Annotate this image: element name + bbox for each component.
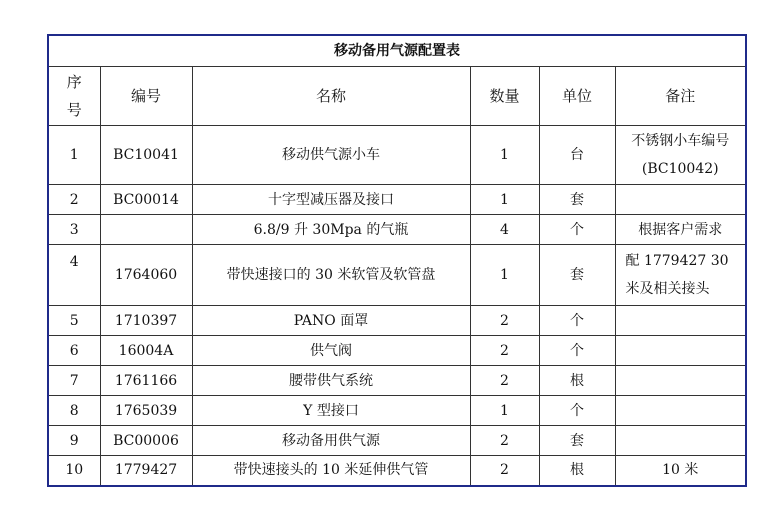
cell-code: BC00014 (100, 185, 192, 215)
cell-code: 1761166 (100, 366, 192, 396)
cell-qty: 4 (470, 215, 539, 245)
cell-code: 1779427 (100, 456, 192, 486)
cell-unit: 根 (539, 366, 615, 396)
cell-unit: 套 (539, 245, 615, 306)
cell-remark: 配 1779427 30 米及相关接头 (615, 245, 746, 306)
cell-name: 移动备用供气源 (192, 426, 470, 456)
config-table (47, 34, 747, 487)
cell-remark (615, 185, 746, 215)
header-index: 序号 (48, 67, 100, 126)
table-row (48, 396, 746, 426)
cell-qty: 1 (470, 185, 539, 215)
cell-index: 1 (48, 126, 100, 185)
table-row (48, 215, 746, 245)
cell-name: 带快速接头的 10 米延伸供气管 (192, 456, 470, 486)
cell-index: 7 (48, 366, 100, 396)
cell-qty: 2 (470, 336, 539, 366)
cell-code: 1764060 (100, 245, 192, 306)
cell-name: 十字型减压器及接口 (192, 185, 470, 215)
cell-unit: 台 (539, 126, 615, 185)
cell-unit: 套 (539, 426, 615, 456)
cell-remark (615, 426, 746, 456)
header-code: 编号 (100, 67, 192, 126)
table-row (48, 366, 746, 396)
cell-remark: 10 米 (615, 456, 746, 486)
cell-index: 2 (48, 185, 100, 215)
cell-code: 16004A (100, 336, 192, 366)
cell-qty: 1 (470, 396, 539, 426)
cell-unit: 个 (539, 396, 615, 426)
cell-name: 移动供气源小车 (192, 126, 470, 185)
cell-remark (615, 366, 746, 396)
cell-remark (615, 306, 746, 336)
table-row (48, 426, 746, 456)
cell-unit: 套 (539, 185, 615, 215)
cell-remark: 不锈钢小车编号(BC10042) (615, 126, 746, 185)
cell-qty: 2 (470, 306, 539, 336)
cell-code: BC00006 (100, 426, 192, 456)
table-row (48, 245, 746, 306)
table-row (48, 126, 746, 185)
header-name: 名称 (192, 67, 470, 126)
cell-qty: 2 (470, 366, 539, 396)
cell-code (100, 215, 192, 245)
cell-unit: 根 (539, 456, 615, 486)
cell-remark (615, 396, 746, 426)
cell-index: 9 (48, 426, 100, 456)
cell-qty: 2 (470, 426, 539, 456)
header-qty: 数量 (470, 67, 539, 126)
cell-remark (615, 336, 746, 366)
cell-index: 5 (48, 306, 100, 336)
cell-name: PANO 面罩 (192, 306, 470, 336)
cell-name: 带快速接口的 30 米软管及软管盘 (192, 245, 470, 306)
table-title: 移动备用气源配置表 (48, 35, 746, 67)
cell-name: 腰带供气系统 (192, 366, 470, 396)
cell-name: 供气阀 (192, 336, 470, 366)
cell-code: 1710397 (100, 306, 192, 336)
table-row (48, 456, 746, 486)
document-sheet (47, 34, 747, 487)
cell-index: 8 (48, 396, 100, 426)
cell-qty: 2 (470, 456, 539, 486)
cell-code: BC10041 (100, 126, 192, 185)
cell-index: 6 (48, 336, 100, 366)
cell-unit: 个 (539, 306, 615, 336)
cell-index: 10 (48, 456, 100, 486)
title-row (48, 35, 746, 67)
header-unit: 单位 (539, 67, 615, 126)
cell-name: 6.8/9 升 30Mpa 的气瓶 (192, 215, 470, 245)
cell-unit: 个 (539, 215, 615, 245)
cell-qty: 1 (470, 126, 539, 185)
cell-qty: 1 (470, 245, 539, 306)
cell-index: 3 (48, 215, 100, 245)
header-row (48, 67, 746, 126)
table-row (48, 306, 746, 336)
table-row (48, 185, 746, 215)
cell-name: Y 型接口 (192, 396, 470, 426)
cell-code: 1765039 (100, 396, 192, 426)
table-row (48, 336, 746, 366)
header-remark: 备注 (615, 67, 746, 126)
cell-index: 4 (48, 245, 100, 306)
cell-remark: 根据客户需求 (615, 215, 746, 245)
cell-unit: 个 (539, 336, 615, 366)
